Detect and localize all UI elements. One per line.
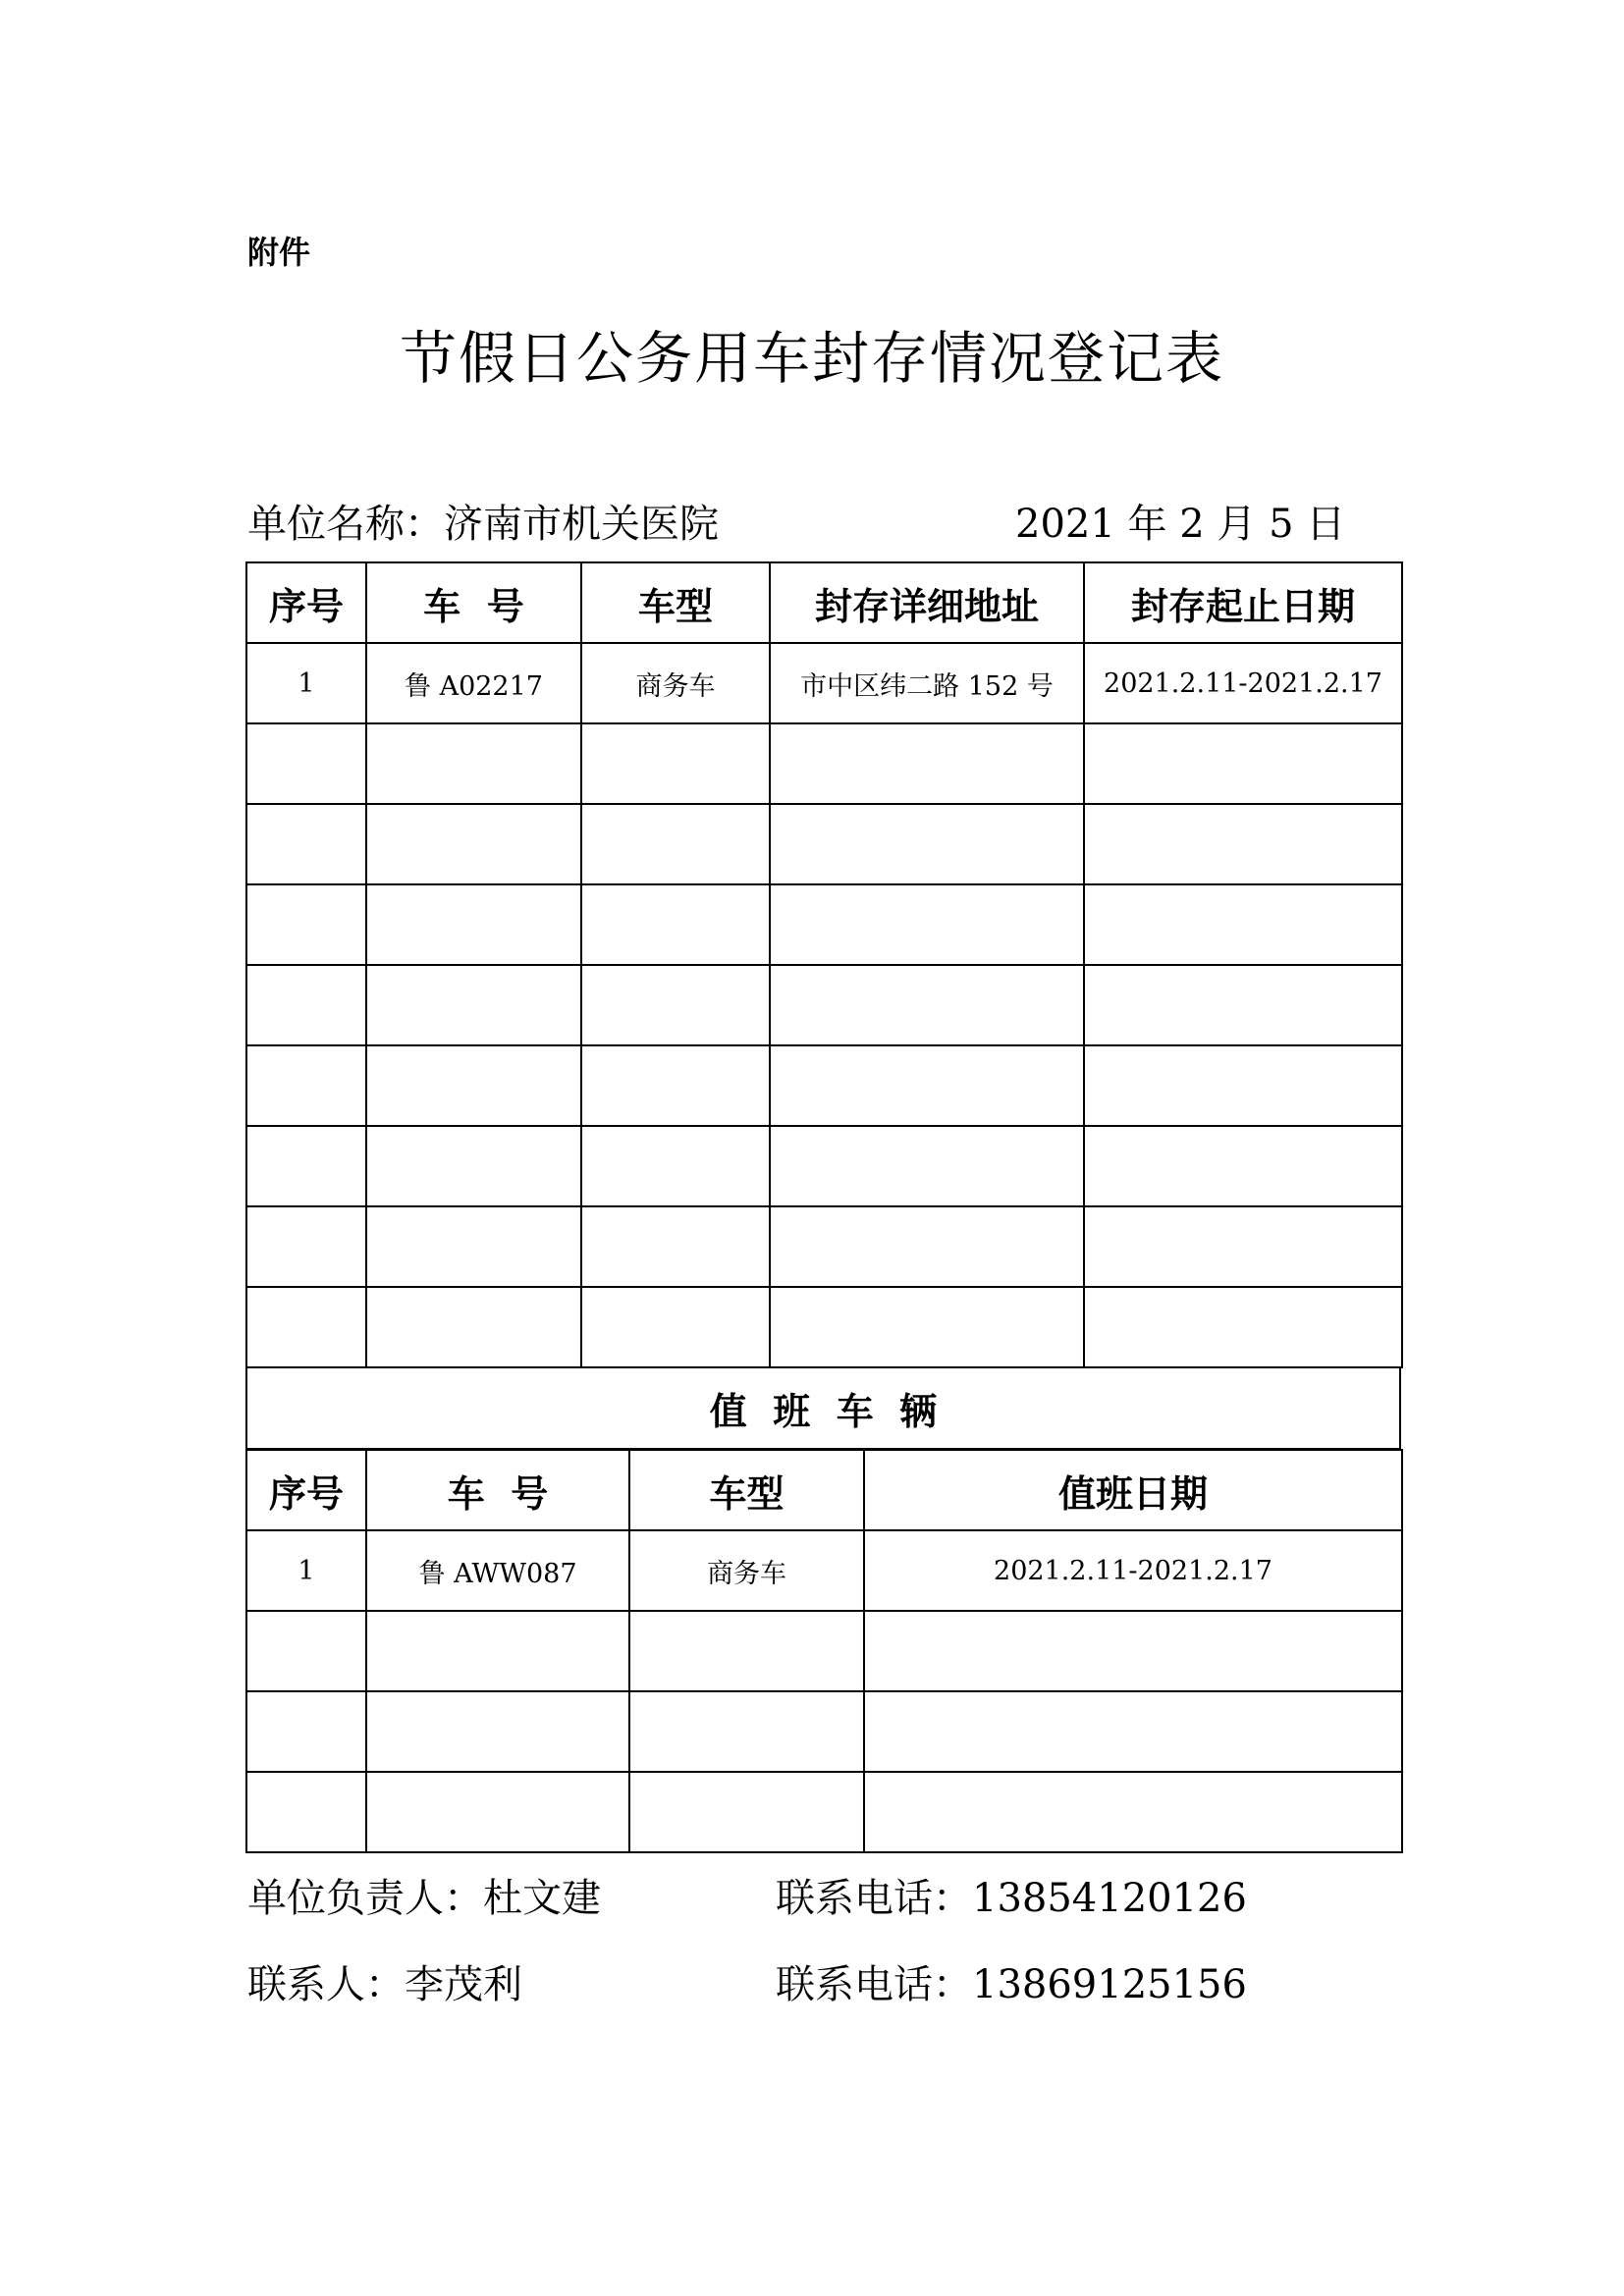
cell-index <box>246 1206 366 1287</box>
table-row <box>246 1772 1402 1852</box>
column-header-plate: 车 号 <box>366 1450 629 1530</box>
cell-address: 市中区纬二路 152 号 <box>770 643 1084 723</box>
cell-period <box>1084 884 1402 965</box>
cell-type <box>629 1772 864 1852</box>
cell-type <box>581 1045 770 1126</box>
column-header-plate: 车 号 <box>366 562 581 643</box>
cell-period <box>1084 723 1402 804</box>
cell-period <box>1084 1287 1402 1367</box>
column-header-index: 序号 <box>246 1450 366 1530</box>
cell-type <box>581 965 770 1045</box>
table-row <box>246 1126 1402 1206</box>
phone-number-1: 13854120126 <box>972 1876 1247 1921</box>
cell-index <box>246 884 366 965</box>
cell-plate <box>366 1206 581 1287</box>
column-header-type: 车型 <box>581 562 770 643</box>
cell-index <box>246 1691 366 1772</box>
cell-index: 1 <box>246 643 366 723</box>
cell-plate: 鲁 A02217 <box>366 643 581 723</box>
responsible-person: 杜文建 <box>483 1876 601 1921</box>
report-date: 2021 年 2 月 5 日 <box>1015 502 1346 547</box>
column-header-period: 封存起止日期 <box>1084 562 1402 643</box>
contact-label: 联系人： <box>247 1962 405 2007</box>
phone-line-2 <box>776 1953 1247 2009</box>
cell-address <box>770 1206 1084 1287</box>
cell-period <box>1084 1045 1402 1126</box>
cell-duty-date: 2021.2.11-2021.2.17 <box>864 1530 1402 1611</box>
responsible-person-label: 单位负责人： <box>247 1876 483 1921</box>
cell-type <box>581 723 770 804</box>
cell-plate: 鲁 AWW087 <box>366 1530 629 1611</box>
cell-plate <box>366 1126 581 1206</box>
cell-type <box>581 1287 770 1367</box>
column-header-index: 序号 <box>246 562 366 643</box>
cell-index <box>246 804 366 884</box>
cell-address <box>770 723 1084 804</box>
cell-address <box>770 1287 1084 1367</box>
table-row <box>246 1611 1402 1691</box>
cell-index <box>246 965 366 1045</box>
column-header-type: 车型 <box>629 1450 864 1530</box>
table-row <box>246 804 1402 884</box>
column-header-duty-date: 值班日期 <box>864 1450 1402 1530</box>
cell-index <box>246 1772 366 1852</box>
cell-duty-date <box>864 1772 1402 1852</box>
sealed-vehicles-table <box>245 561 1403 1368</box>
cell-plate <box>366 804 581 884</box>
duty-vehicles-table <box>245 1449 1403 1853</box>
cell-address <box>770 965 1084 1045</box>
cell-plate <box>366 1611 629 1691</box>
cell-period <box>1084 1126 1402 1206</box>
cell-type <box>629 1611 864 1691</box>
cell-plate <box>366 1772 629 1852</box>
cell-plate <box>366 965 581 1045</box>
cell-plate <box>366 884 581 965</box>
cell-address <box>770 1126 1084 1206</box>
cell-plate <box>366 1691 629 1772</box>
table-row <box>246 965 1402 1045</box>
duty-section-header <box>245 1368 1401 1450</box>
table-row <box>246 1691 1402 1772</box>
table-row <box>246 1206 1402 1287</box>
cell-period: 2021.2.11-2021.2.17 <box>1084 643 1402 723</box>
table-row <box>246 1530 1402 1611</box>
cell-type: 商务车 <box>629 1530 864 1611</box>
cell-plate <box>366 1045 581 1126</box>
table-row <box>246 643 1402 723</box>
cell-type <box>581 1126 770 1206</box>
cell-type <box>629 1691 864 1772</box>
phone-line-1 <box>776 1867 1247 1923</box>
cell-type <box>581 804 770 884</box>
table-row <box>246 1045 1402 1126</box>
cell-address <box>770 1045 1084 1126</box>
table-header-row <box>246 1450 1402 1530</box>
contact-person: 李茂利 <box>405 1962 522 2007</box>
cell-index <box>246 1126 366 1206</box>
cell-duty-date <box>864 1691 1402 1772</box>
cell-index <box>246 723 366 804</box>
cell-period <box>1084 1206 1402 1287</box>
attachment-label: 附件 <box>247 234 311 271</box>
table-row <box>246 723 1402 804</box>
unit-name: 济南市机关医院 <box>444 502 719 547</box>
phone-label-1: 联系电话： <box>776 1876 972 1921</box>
cell-index: 1 <box>246 1530 366 1611</box>
cell-index <box>246 1611 366 1691</box>
responsible-person-line <box>247 1867 601 1923</box>
column-header-address: 封存详细地址 <box>770 562 1084 643</box>
unit-label: 单位名称： <box>247 502 444 547</box>
cell-address <box>770 884 1084 965</box>
duty-section-title: 值 班 车 辆 <box>246 1368 1400 1449</box>
cell-type: 商务车 <box>581 643 770 723</box>
table-row <box>246 1287 1402 1367</box>
cell-plate <box>366 723 581 804</box>
cell-duty-date <box>864 1611 1402 1691</box>
cell-period <box>1084 965 1402 1045</box>
phone-number-2: 13869125156 <box>972 1962 1247 2007</box>
table-row <box>246 884 1402 965</box>
duty-section-row <box>246 1368 1400 1449</box>
cell-type <box>581 1206 770 1287</box>
cell-index <box>246 1287 366 1367</box>
cell-address <box>770 804 1084 884</box>
cell-index <box>246 1045 366 1126</box>
cell-plate <box>366 1287 581 1367</box>
contact-line <box>247 1953 522 2009</box>
table-header-row <box>246 562 1402 643</box>
page-title: 节假日公务用车封存情况登记表 <box>399 325 1224 392</box>
unit-name-line <box>247 493 719 549</box>
cell-type <box>581 884 770 965</box>
cell-period <box>1084 804 1402 884</box>
phone-label-2: 联系电话： <box>776 1962 972 2007</box>
